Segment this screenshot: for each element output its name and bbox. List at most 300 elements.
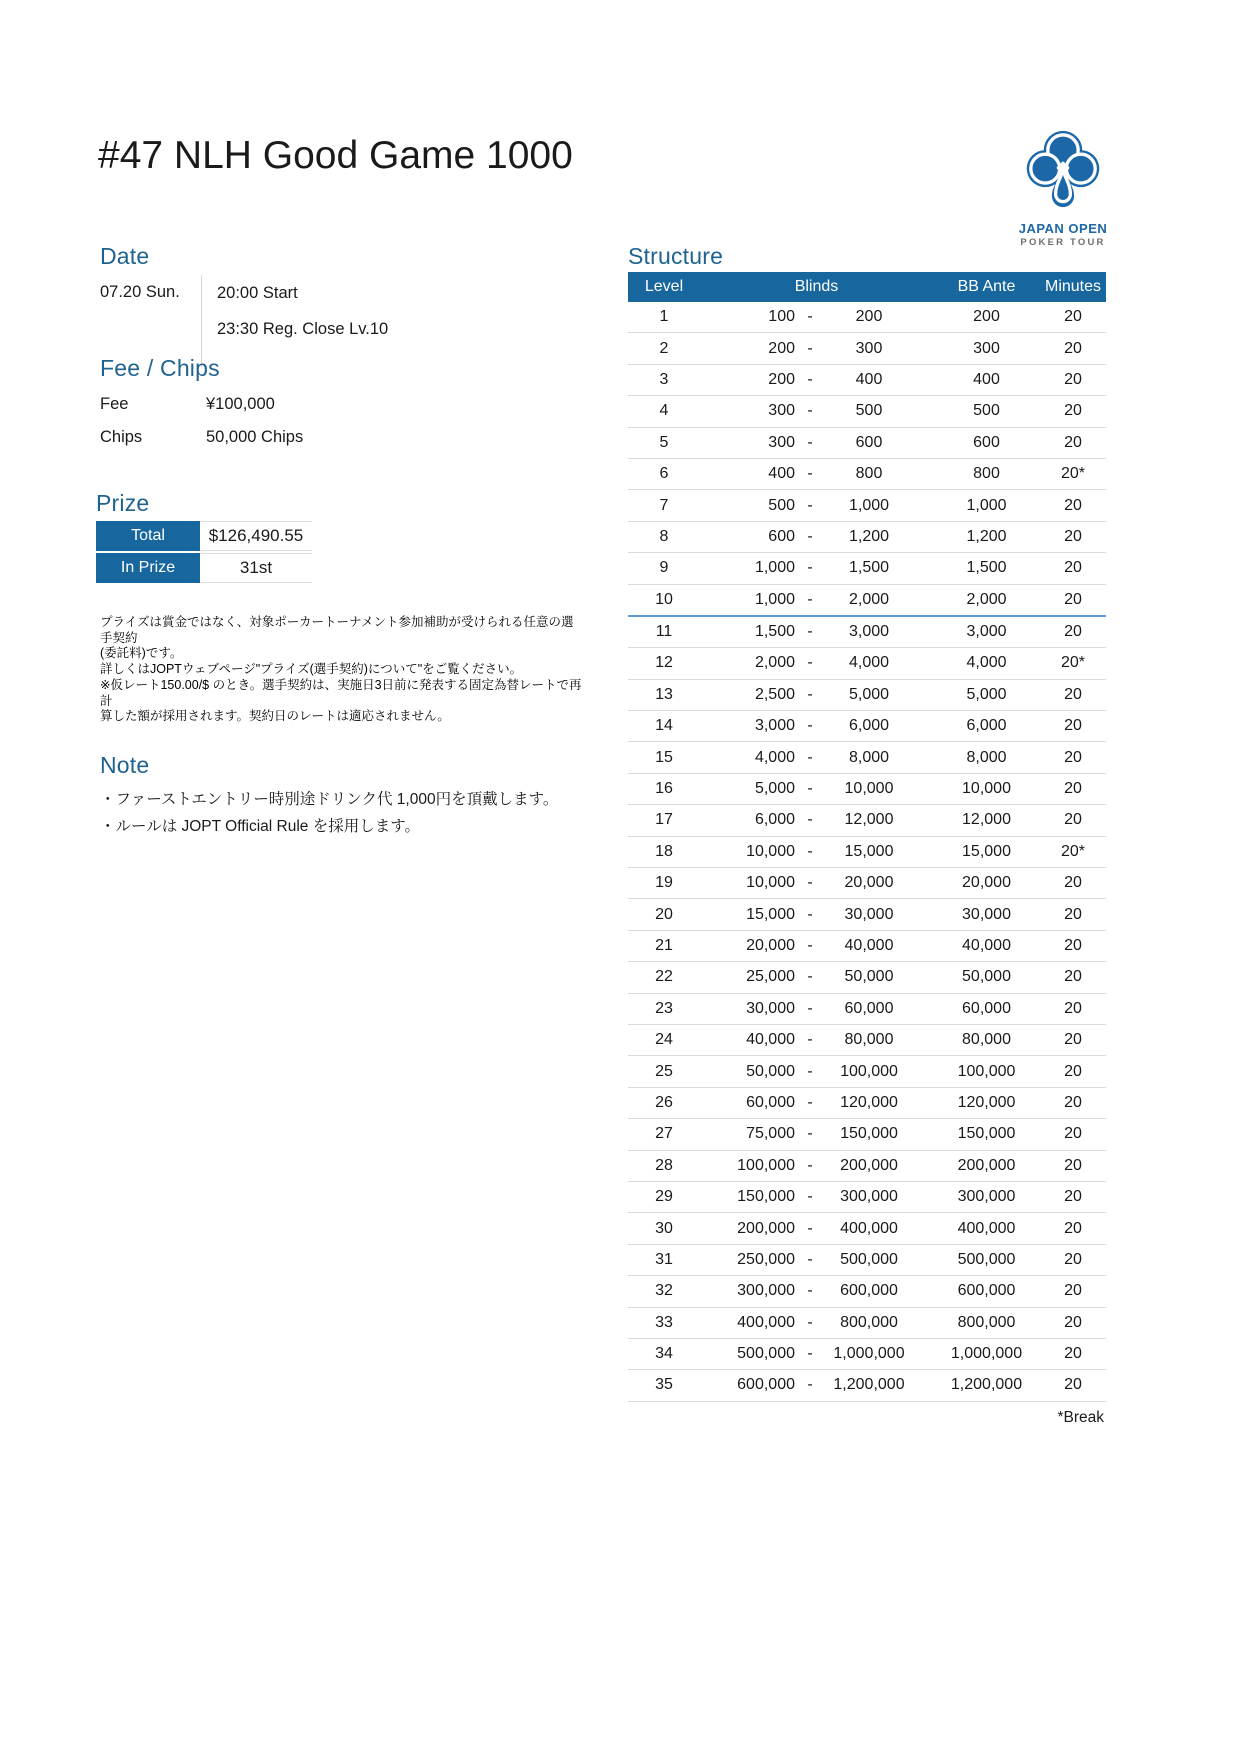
small-blind: 300,000: [737, 1282, 795, 1300]
jopt-logo: [1004, 124, 1122, 248]
fee-label: Fee: [100, 395, 129, 413]
date-details: [100, 275, 540, 367]
level-cell: 13: [628, 679, 700, 710]
minutes-cell: 20: [1040, 679, 1106, 710]
bb-ante-cell: 1,200,000: [933, 1370, 1040, 1401]
big-blind: 800,000: [840, 1313, 898, 1331]
blinds-cell: [700, 1150, 933, 1181]
prize-heading: Prize: [96, 490, 150, 516]
bb-ante-cell: 2,000: [933, 584, 1040, 616]
blinds-separator: -: [807, 968, 813, 986]
bb-ante-cell: 6,000: [933, 711, 1040, 742]
level-cell: 12: [628, 648, 700, 679]
level-row: [628, 333, 1106, 364]
bb-ante-cell: 80,000: [933, 1024, 1040, 1055]
logo-text-poker-tour: POKER TOUR: [1020, 237, 1106, 248]
small-blind: 75,000: [746, 1125, 795, 1143]
blinds-separator: -: [807, 1093, 813, 1111]
minutes-cell: 20: [1040, 962, 1106, 993]
level-cell: 6: [628, 458, 700, 489]
blinds-separator: -: [807, 937, 813, 954]
small-blind: 20,000: [746, 937, 795, 954]
level-cell: 19: [628, 868, 700, 899]
bb-ante-cell: 20,000: [933, 868, 1040, 899]
minutes-cell: 20: [1040, 521, 1106, 552]
structure-section: [628, 243, 1106, 1427]
page-title: #47 NLH Good Game 1000: [98, 134, 573, 177]
note-item: ・ルールは JOPT Official Rule を採用します。: [100, 818, 420, 835]
blinds-separator: -: [807, 1156, 813, 1174]
level-row: [628, 1181, 1106, 1212]
col-header-blinds: Blinds: [700, 272, 933, 302]
small-blind: 250,000: [737, 1250, 795, 1268]
level-cell: 7: [628, 490, 700, 521]
blinds-cell: [700, 584, 933, 616]
big-blind: 3,000: [848, 623, 890, 641]
big-blind: 1,200,000: [833, 1376, 905, 1394]
level-cell: 27: [628, 1119, 700, 1150]
blinds-cell: [700, 1338, 933, 1369]
minutes-cell: 20: [1040, 868, 1106, 899]
level-row: [628, 679, 1106, 710]
level-cell: 22: [628, 962, 700, 993]
level-row: [628, 1150, 1106, 1181]
small-blind: 300: [768, 402, 795, 420]
disclaimer-line: 詳しくはJOPTウェブページ"プライズ(選手契約)について"をご覧ください。: [100, 662, 523, 677]
level-cell: 29: [628, 1181, 700, 1212]
level-row: [628, 1338, 1106, 1369]
level-row: [628, 648, 1106, 679]
level-cell: 31: [628, 1244, 700, 1275]
blinds-separator: -: [807, 780, 813, 798]
level-row: [628, 742, 1106, 773]
fee-chips-heading: Fee / Chips: [100, 355, 220, 381]
level-cell: 8: [628, 521, 700, 552]
blinds-cell: [700, 711, 933, 742]
bb-ante-cell: 300: [933, 333, 1040, 364]
bb-ante-cell: 1,200: [933, 521, 1040, 552]
minutes-cell: 20: [1040, 805, 1106, 836]
big-blind: 50,000: [844, 968, 894, 986]
big-blind: 150,000: [840, 1125, 898, 1143]
blinds-cell: [700, 1307, 933, 1338]
big-blind: 5,000: [848, 685, 890, 703]
blinds-cell: [700, 302, 933, 333]
big-blind: 300: [855, 339, 883, 357]
minutes-cell: 20*: [1040, 648, 1106, 679]
level-row: [628, 1307, 1106, 1338]
minutes-cell: 20: [1040, 553, 1106, 584]
small-blind: 100: [768, 308, 795, 326]
blinds-cell: [700, 868, 933, 899]
bb-ante-cell: 4,000: [933, 648, 1040, 679]
small-blind: 600: [768, 527, 795, 545]
minutes-cell: 20: [1040, 742, 1106, 773]
level-row: [628, 1213, 1106, 1244]
small-blind: 10,000: [746, 874, 795, 892]
level-row: [628, 993, 1106, 1024]
reg-close-time: 23:30 Reg. Close Lv.10: [217, 320, 389, 338]
date-section: [100, 243, 540, 367]
blinds-separator: -: [807, 1125, 813, 1143]
big-blind: 400,000: [840, 1219, 898, 1237]
blinds-separator: -: [807, 1313, 813, 1331]
disclaimer-line: 算した額が採用されます。契約日のレートは適応されません。: [100, 709, 450, 724]
small-blind: 200: [768, 339, 795, 357]
start-time: 20:00 Start: [217, 284, 298, 302]
blinds-cell: [700, 742, 933, 773]
minutes-cell: 20: [1040, 490, 1106, 521]
minutes-cell: 20: [1040, 1056, 1106, 1087]
level-cell: 20: [628, 899, 700, 930]
big-blind: 600: [855, 433, 883, 451]
level-row: [628, 1370, 1106, 1401]
logo-text-japan-open: JAPAN OPEN: [1018, 221, 1108, 236]
chips-label: Chips: [100, 428, 143, 446]
big-blind: 600,000: [840, 1282, 898, 1300]
blinds-separator: -: [807, 433, 813, 451]
small-blind: 1,500: [754, 623, 795, 641]
big-blind: 6,000: [848, 717, 890, 735]
blinds-separator: -: [807, 717, 813, 735]
big-blind: 30,000: [844, 905, 894, 923]
blinds-cell: [700, 427, 933, 458]
level-row: [628, 962, 1106, 993]
blinds-separator: -: [807, 402, 813, 420]
small-blind: 600,000: [737, 1376, 795, 1394]
disclaimer-line: (委託料)です。: [100, 646, 183, 661]
big-blind: 500,000: [840, 1250, 898, 1268]
big-blind: 12,000: [844, 811, 894, 829]
minutes-cell: 20: [1040, 364, 1106, 395]
small-blind: 400,000: [737, 1313, 795, 1331]
level-row: [628, 396, 1106, 427]
minutes-cell: 20: [1040, 711, 1106, 742]
big-blind: 80,000: [844, 1031, 894, 1049]
blinds-separator: -: [807, 465, 813, 483]
minutes-cell: 20: [1040, 899, 1106, 930]
col-header-level: Level: [628, 272, 700, 302]
blinds-separator: -: [807, 339, 813, 357]
small-blind: 10,000: [746, 842, 795, 860]
bb-ante-cell: 3,000: [933, 616, 1040, 648]
prize-total-row: [96, 521, 312, 551]
big-blind: 15,000: [844, 842, 894, 860]
level-cell: 33: [628, 1307, 700, 1338]
minutes-cell: 20: [1040, 1087, 1106, 1118]
blinds-separator: -: [807, 1031, 813, 1049]
big-blind: 2,000: [848, 590, 890, 608]
level-row: [628, 1087, 1106, 1118]
minutes-cell: 20: [1040, 333, 1106, 364]
small-blind: 15,000: [746, 905, 795, 923]
blinds-separator: -: [807, 905, 813, 923]
small-blind: 100,000: [737, 1156, 795, 1174]
level-row: [628, 1276, 1106, 1307]
prize-total-label: Total: [96, 521, 200, 551]
blinds-separator: -: [807, 811, 813, 829]
bb-ante-cell: 400: [933, 364, 1040, 395]
blinds-cell: [700, 458, 933, 489]
level-cell: 4: [628, 396, 700, 427]
fee-chips-section: [100, 355, 540, 447]
bb-ante-cell: 12,000: [933, 805, 1040, 836]
small-blind: 3,000: [754, 717, 795, 735]
blinds-separator: -: [807, 748, 813, 766]
bb-ante-cell: 1,000,000: [933, 1338, 1040, 1369]
small-blind: 6,000: [754, 811, 795, 829]
blinds-separator: -: [807, 685, 813, 703]
blinds-separator: -: [807, 999, 813, 1017]
blinds-cell: [700, 1276, 933, 1307]
minutes-cell: 20: [1040, 1213, 1106, 1244]
blinds-cell: [700, 1244, 933, 1275]
blinds-cell: [700, 333, 933, 364]
blinds-separator: -: [807, 1062, 813, 1080]
bb-ante-cell: 50,000: [933, 962, 1040, 993]
blinds-cell: [700, 1024, 933, 1055]
small-blind: 1,000: [754, 559, 795, 577]
structure-table: [628, 272, 1106, 1402]
level-row: [628, 616, 1106, 648]
level-row: [628, 364, 1106, 395]
bb-ante-cell: 5,000: [933, 679, 1040, 710]
note-heading: Note: [100, 752, 150, 778]
big-blind: 1,200: [848, 527, 890, 545]
blinds-cell: [700, 364, 933, 395]
note-item: ・ファーストエントリー時別途ドリンク代 1,000円を頂戴します。: [100, 791, 559, 808]
level-cell: 2: [628, 333, 700, 364]
minutes-cell: 20: [1040, 1024, 1106, 1055]
big-blind: 40,000: [844, 937, 894, 954]
blinds-cell: [700, 993, 933, 1024]
level-cell: 34: [628, 1338, 700, 1369]
blinds-cell: [700, 1119, 933, 1150]
minutes-cell: 20: [1040, 1150, 1106, 1181]
fee-value: ¥100,000: [206, 395, 275, 413]
minutes-cell: 20: [1040, 1370, 1106, 1401]
minutes-cell: 20: [1040, 930, 1106, 961]
bb-ante-cell: 600: [933, 427, 1040, 458]
big-blind: 400: [855, 370, 883, 388]
level-cell: 35: [628, 1370, 700, 1401]
big-blind: 300,000: [840, 1188, 898, 1206]
bb-ante-cell: 500: [933, 396, 1040, 427]
level-row: [628, 584, 1106, 616]
bb-ante-cell: 100,000: [933, 1056, 1040, 1087]
level-cell: 14: [628, 711, 700, 742]
minutes-cell: 20: [1040, 1244, 1106, 1275]
level-cell: 23: [628, 993, 700, 1024]
bb-ante-cell: 600,000: [933, 1276, 1040, 1307]
level-row: [628, 899, 1106, 930]
level-cell: 30: [628, 1213, 700, 1244]
prize-section: [96, 490, 536, 585]
small-blind: 5,000: [754, 780, 795, 798]
break-note: *Break: [1057, 1408, 1104, 1426]
small-blind: 2,000: [754, 654, 795, 672]
minutes-cell: 20: [1040, 427, 1106, 458]
level-cell: 18: [628, 836, 700, 867]
blinds-separator: -: [807, 1219, 813, 1237]
small-blind: 500,000: [737, 1345, 795, 1363]
level-cell: 28: [628, 1150, 700, 1181]
blinds-cell: [700, 521, 933, 552]
blinds-cell: [700, 1087, 933, 1118]
minutes-cell: 20: [1040, 1181, 1106, 1212]
level-cell: 25: [628, 1056, 700, 1087]
big-blind: 10,000: [844, 780, 894, 798]
blinds-separator: -: [807, 496, 813, 514]
note-items: [100, 786, 580, 840]
blinds-cell: [700, 553, 933, 584]
prize-table: [96, 521, 312, 583]
minutes-cell: 20: [1040, 1307, 1106, 1338]
minutes-cell: 20: [1040, 773, 1106, 804]
level-row: [628, 930, 1106, 961]
bb-ante-cell: 60,000: [933, 993, 1040, 1024]
bb-ante-cell: 8,000: [933, 742, 1040, 773]
blinds-cell: [700, 648, 933, 679]
big-blind: 8,000: [848, 748, 890, 766]
level-row: [628, 521, 1106, 552]
minutes-cell: 20: [1040, 1338, 1106, 1369]
level-cell: 24: [628, 1024, 700, 1055]
blinds-cell: [700, 1056, 933, 1087]
small-blind: 4,000: [754, 748, 795, 766]
blinds-separator: -: [807, 623, 813, 641]
blinds-separator: -: [807, 590, 813, 608]
small-blind: 1,000: [754, 590, 795, 608]
minutes-cell: 20: [1040, 302, 1106, 333]
level-row: [628, 490, 1106, 521]
prize-total-value: $126,490.55: [200, 521, 312, 551]
level-row: [628, 1024, 1106, 1055]
level-cell: 5: [628, 427, 700, 458]
big-blind: 200: [855, 308, 883, 326]
blinds-cell: [700, 616, 933, 648]
small-blind: 50,000: [746, 1062, 795, 1080]
fee-row: [100, 394, 540, 414]
big-blind: 1,000,000: [833, 1345, 905, 1363]
big-blind: 100,000: [840, 1062, 898, 1080]
blinds-cell: [700, 490, 933, 521]
small-blind: 40,000: [746, 1031, 795, 1049]
bb-ante-cell: 800,000: [933, 1307, 1040, 1338]
disclaimer-line: プライズは賞金ではなく、対象ポーカートーナメント参加補助が受けられる任意の選手契約: [100, 615, 574, 645]
blinds-cell: [700, 1181, 933, 1212]
chips-row: [100, 427, 540, 447]
level-row: [628, 427, 1106, 458]
big-blind: 20,000: [844, 874, 894, 892]
blinds-cell: [700, 805, 933, 836]
level-row: [628, 553, 1106, 584]
minutes-cell: 20: [1040, 1119, 1106, 1150]
level-row: [628, 1244, 1106, 1275]
note-section: [100, 752, 580, 840]
small-blind: 200: [768, 370, 795, 388]
small-blind: 400: [768, 465, 795, 483]
structure-header-row: [628, 272, 1106, 302]
level-cell: 17: [628, 805, 700, 836]
level-cell: 32: [628, 1276, 700, 1307]
minutes-cell: 20: [1040, 396, 1106, 427]
level-cell: 15: [628, 742, 700, 773]
bb-ante-cell: 1,500: [933, 553, 1040, 584]
big-blind: 1,500: [848, 559, 890, 577]
blinds-separator: -: [807, 874, 813, 892]
minutes-cell: 20*: [1040, 836, 1106, 867]
blinds-separator: -: [807, 1250, 813, 1268]
bb-ante-cell: 400,000: [933, 1213, 1040, 1244]
disclaimer-line: ※仮レート150.00/$ のとき。選手契約は、実施日3日前に発表する固定為替レートで再計: [100, 677, 582, 708]
level-row: [628, 805, 1106, 836]
big-blind: 60,000: [844, 999, 894, 1017]
level-row: [628, 711, 1106, 742]
level-cell: 3: [628, 364, 700, 395]
date-day: 07.20 Sun.: [100, 283, 180, 301]
small-blind: 150,000: [737, 1188, 795, 1206]
bb-ante-cell: 10,000: [933, 773, 1040, 804]
blinds-cell: [700, 930, 933, 961]
blinds-separator: -: [807, 654, 813, 672]
blinds-separator: -: [807, 842, 813, 860]
prize-inprize-value: 31st: [200, 553, 312, 583]
small-blind: 300: [768, 433, 795, 451]
blinds-separator: -: [807, 308, 813, 326]
blinds-cell: [700, 962, 933, 993]
structure-heading: Structure: [628, 243, 724, 269]
date-heading: Date: [100, 243, 150, 269]
level-row: [628, 302, 1106, 333]
big-blind: 4,000: [848, 654, 890, 672]
blinds-separator: -: [807, 1376, 813, 1394]
level-row: [628, 458, 1106, 489]
club-logo-icon: [1026, 130, 1100, 208]
prize-inprize-label: In Prize: [96, 553, 200, 583]
date-times: [201, 275, 388, 367]
bb-ante-cell: 30,000: [933, 899, 1040, 930]
level-cell: 26: [628, 1087, 700, 1118]
level-row: [628, 836, 1106, 867]
blinds-cell: [700, 1370, 933, 1401]
level-cell: 10: [628, 584, 700, 616]
small-blind: 200,000: [737, 1219, 795, 1237]
level-cell: 16: [628, 773, 700, 804]
bb-ante-cell: 40,000: [933, 930, 1040, 961]
minutes-cell: 20: [1040, 993, 1106, 1024]
level-row: [628, 868, 1106, 899]
blinds-cell: [700, 899, 933, 930]
blinds-separator: -: [807, 1282, 813, 1300]
blinds-separator: -: [807, 1345, 813, 1363]
bb-ante-cell: 200: [933, 302, 1040, 333]
prize-disclaimer: [100, 615, 582, 725]
minutes-cell: 20*: [1040, 458, 1106, 489]
blinds-cell: [700, 679, 933, 710]
big-blind: 800: [855, 465, 883, 483]
minutes-cell: 20: [1040, 616, 1106, 648]
minutes-cell: 20: [1040, 1276, 1106, 1307]
prize-inprize-row: [96, 553, 312, 583]
level-cell: 1: [628, 302, 700, 333]
small-blind: 2,500: [754, 685, 795, 703]
col-header-bb-ante: BB Ante: [933, 272, 1040, 302]
big-blind: 200,000: [840, 1156, 898, 1174]
bb-ante-cell: 500,000: [933, 1244, 1040, 1275]
bb-ante-cell: 15,000: [933, 836, 1040, 867]
small-blind: 30,000: [746, 999, 795, 1017]
